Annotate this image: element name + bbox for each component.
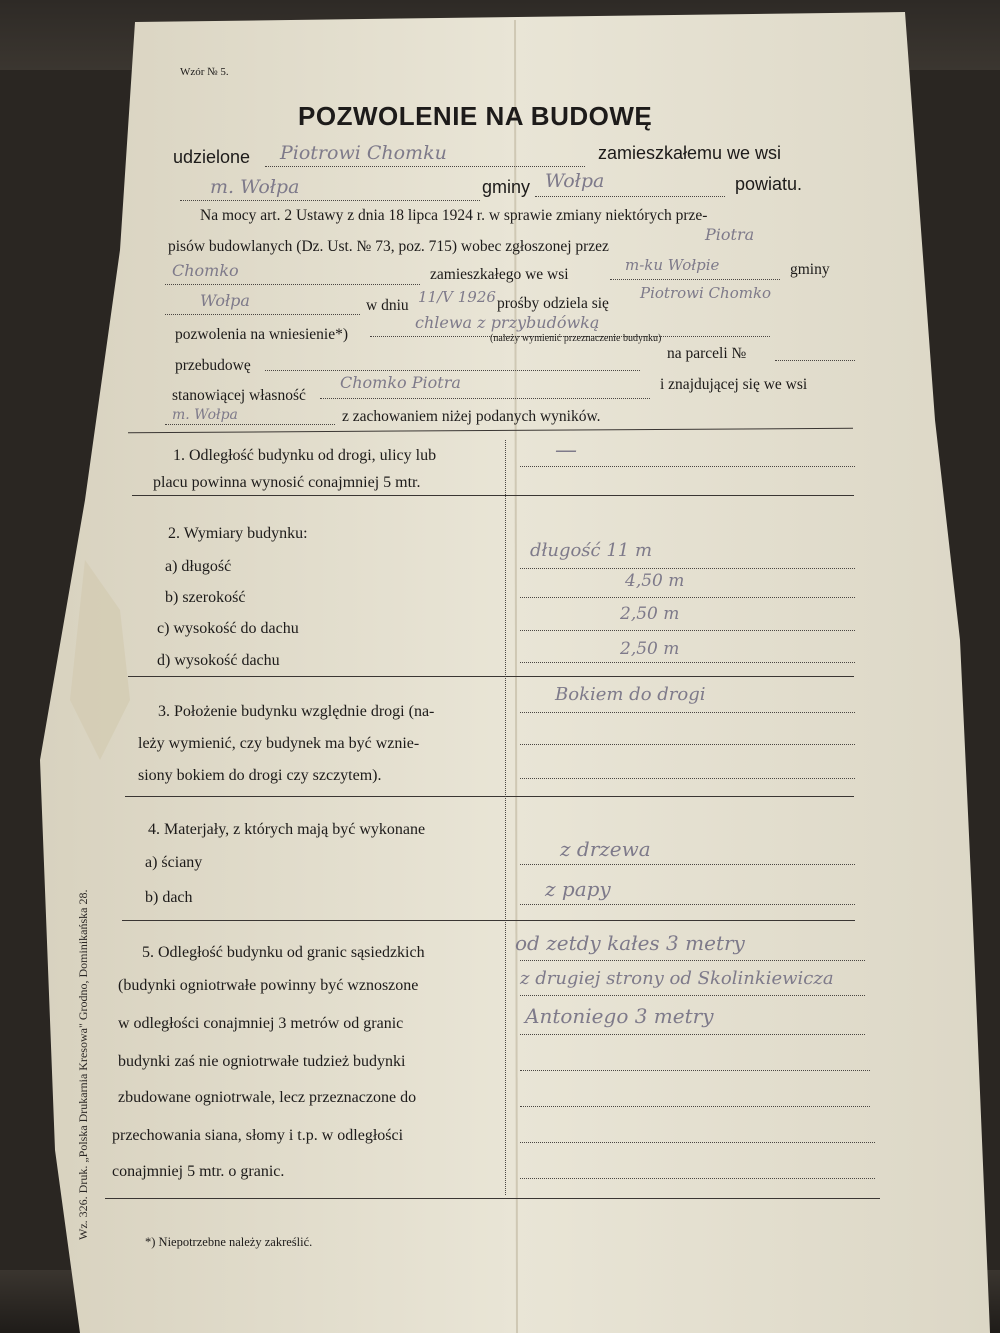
hw-village3: m. Wołpa <box>172 407 238 423</box>
label-powiatu: powiatu. <box>735 174 803 194</box>
form-code: Wzór № 5. <box>180 66 229 78</box>
footnote: *) Niepotrzebne należy zakreślić. <box>145 1235 313 1249</box>
label-zachowaniem: z zachowaniem niżej podanych wyników. <box>342 408 601 425</box>
s2-c-label: c) wysokość do dachu <box>157 620 299 637</box>
section-divider <box>105 1198 880 1199</box>
fill-line <box>610 279 780 280</box>
s5-text: conajmniej 5 mtr. o granic. <box>112 1163 285 1180</box>
s1-text: 1. Odległość budynku od drogi, ulicy lub <box>173 447 437 464</box>
hw-s5-line3: Antoniego 3 metry <box>525 1004 714 1028</box>
page-title: POZWOLENIE NA BUDOWĘ <box>298 101 653 131</box>
label-wlasnosc: stanowiącej własność <box>172 387 306 404</box>
fill-line <box>265 166 585 167</box>
fill-line <box>520 1142 875 1143</box>
fill-line <box>320 398 650 399</box>
hw-name-gen: Piotra <box>705 225 755 244</box>
s1-text: placu powinna wynosić conajmniej 5 mtr. <box>153 474 421 491</box>
hw-s5-line1: od zetdy kałes 3 metry <box>515 931 745 955</box>
label-w-dniu: w dniu <box>366 297 409 314</box>
note-purpose: (należy wymienić przeznaczenie budynku) <box>490 333 662 344</box>
fill-line <box>520 1070 870 1071</box>
paragraph-line: pisów budowlanych (Dz. Ust. № 73, poz. 715) wobec zgłoszonej przez <box>168 238 609 255</box>
fill-line <box>775 360 855 361</box>
column-divider <box>505 440 506 1195</box>
s3-text: 3. Położenie budynku względnie drogi (na- <box>158 703 435 720</box>
label-zamieszkalemu: zamieszkałemu we wsi <box>598 143 782 163</box>
fill-line <box>520 1106 870 1107</box>
hw-gmina: Wołpa <box>545 170 605 192</box>
label-zamieszkalego: zamieszkałego we wsi <box>430 266 569 283</box>
section-divider <box>122 920 855 921</box>
label-prosby: prośby odziela się <box>497 295 609 312</box>
fill-line <box>520 778 855 779</box>
s5-text: w odległości conajmniej 3 metrów od granic <box>118 1015 404 1032</box>
label-przebudowe: przebudowę <box>175 357 251 374</box>
hw-position: Bokiem do drogi <box>555 684 706 705</box>
fill-line <box>520 904 855 905</box>
label-parceli: na parceli № <box>667 345 747 362</box>
hw-owner: Chomko Piotra <box>340 373 461 392</box>
fill-line <box>520 466 855 467</box>
s5-text: 5. Odległość budynku od granic sąsiedzkich <box>142 944 425 961</box>
printer-imprint: Wz. 326. Druk. „Polska Drukarnia Kresowa" Grodno, Dominikańska 28. <box>76 889 90 1240</box>
s2-a-label: a) długość <box>165 558 232 575</box>
fill-line <box>165 424 335 425</box>
s2-d-label: d) wysokość dachu <box>157 652 280 669</box>
fill-line <box>265 370 640 371</box>
hw-to-whom: Piotrowi Chomko <box>640 284 772 302</box>
hw-village2: m-ku Wołpie <box>625 256 720 274</box>
section-divider <box>128 676 854 677</box>
hw-s1-answer: — <box>555 438 577 463</box>
hw-gmina2: Wołpa <box>200 291 250 310</box>
s4-b-label: b) dach <box>145 889 193 906</box>
fill-line <box>180 200 480 201</box>
hw-village: m. Wołpa <box>210 176 300 198</box>
fill-line <box>520 864 855 865</box>
section-divider <box>125 796 854 797</box>
s5-text: budynki zaś nie ogniotrwałe tudzież budynki <box>118 1053 406 1070</box>
hw-roof: z papy <box>545 877 611 901</box>
fill-line <box>165 284 420 285</box>
fill-line <box>520 662 855 663</box>
hw-walls: z drzewa <box>560 837 651 861</box>
s5-text: przechowania siana, słomy i t.p. w odległości <box>112 1127 404 1144</box>
fill-line <box>520 597 855 598</box>
s5-text: zbudowane ogniotrwale, lecz przeznaczone do <box>118 1089 417 1106</box>
fill-line <box>520 1034 865 1035</box>
s4-text: 4. Materjały, z których mają być wykonane <box>148 821 426 838</box>
hw-s5-line2: z drugiej strony od Skolinkiewicza <box>520 968 834 989</box>
hw-roof-height: 2,50 m <box>620 639 680 659</box>
hw-width: 4,50 m <box>625 571 685 591</box>
s5-text: (budynki ogniotrwałe powinny być wznoszone <box>118 977 419 994</box>
fill-line <box>165 314 360 315</box>
hw-height-to-roof: 2,50 m <box>620 604 680 624</box>
s2-b-label: b) szerokość <box>165 589 246 606</box>
label-pozwolenia: pozwolenia na wniesienie*) <box>175 326 349 343</box>
hw-name-dative: Piotrowi Chomku <box>280 142 447 164</box>
fill-line <box>520 744 855 745</box>
label-gminy: gminy <box>482 177 531 197</box>
fill-line <box>520 568 855 569</box>
hw-length: długość 11 m <box>530 540 653 561</box>
s2-text: 2. Wymiary budynku: <box>168 525 308 542</box>
hw-surname-gen: Chomko <box>172 261 239 280</box>
fill-line <box>520 712 855 713</box>
fill-line <box>520 630 855 631</box>
fill-line <box>520 995 865 996</box>
paragraph-line: Na mocy art. 2 Ustawy z dnia 18 lipca 1924 r. w sprawie zmiany niektórych prze- <box>200 207 708 224</box>
hw-date: 11/V 1926 <box>418 288 496 306</box>
s3-text: leży wymienić, czy budynek ma być wznie- <box>138 735 420 752</box>
label-gminy2: gminy <box>790 261 830 278</box>
label-udzielone: udzielone <box>173 147 251 167</box>
fill-line <box>520 1178 875 1179</box>
s3-text: siony bokiem do drogi czy szczytem). <box>138 767 382 784</box>
hw-purpose: chlewa z przybudówką <box>415 313 600 332</box>
fill-line <box>520 960 865 961</box>
fill-line <box>535 196 725 197</box>
s4-a-label: a) ściany <box>145 854 203 871</box>
label-znajdujacej: i znajdującej się we wsi <box>660 376 808 393</box>
section-divider <box>132 495 854 496</box>
